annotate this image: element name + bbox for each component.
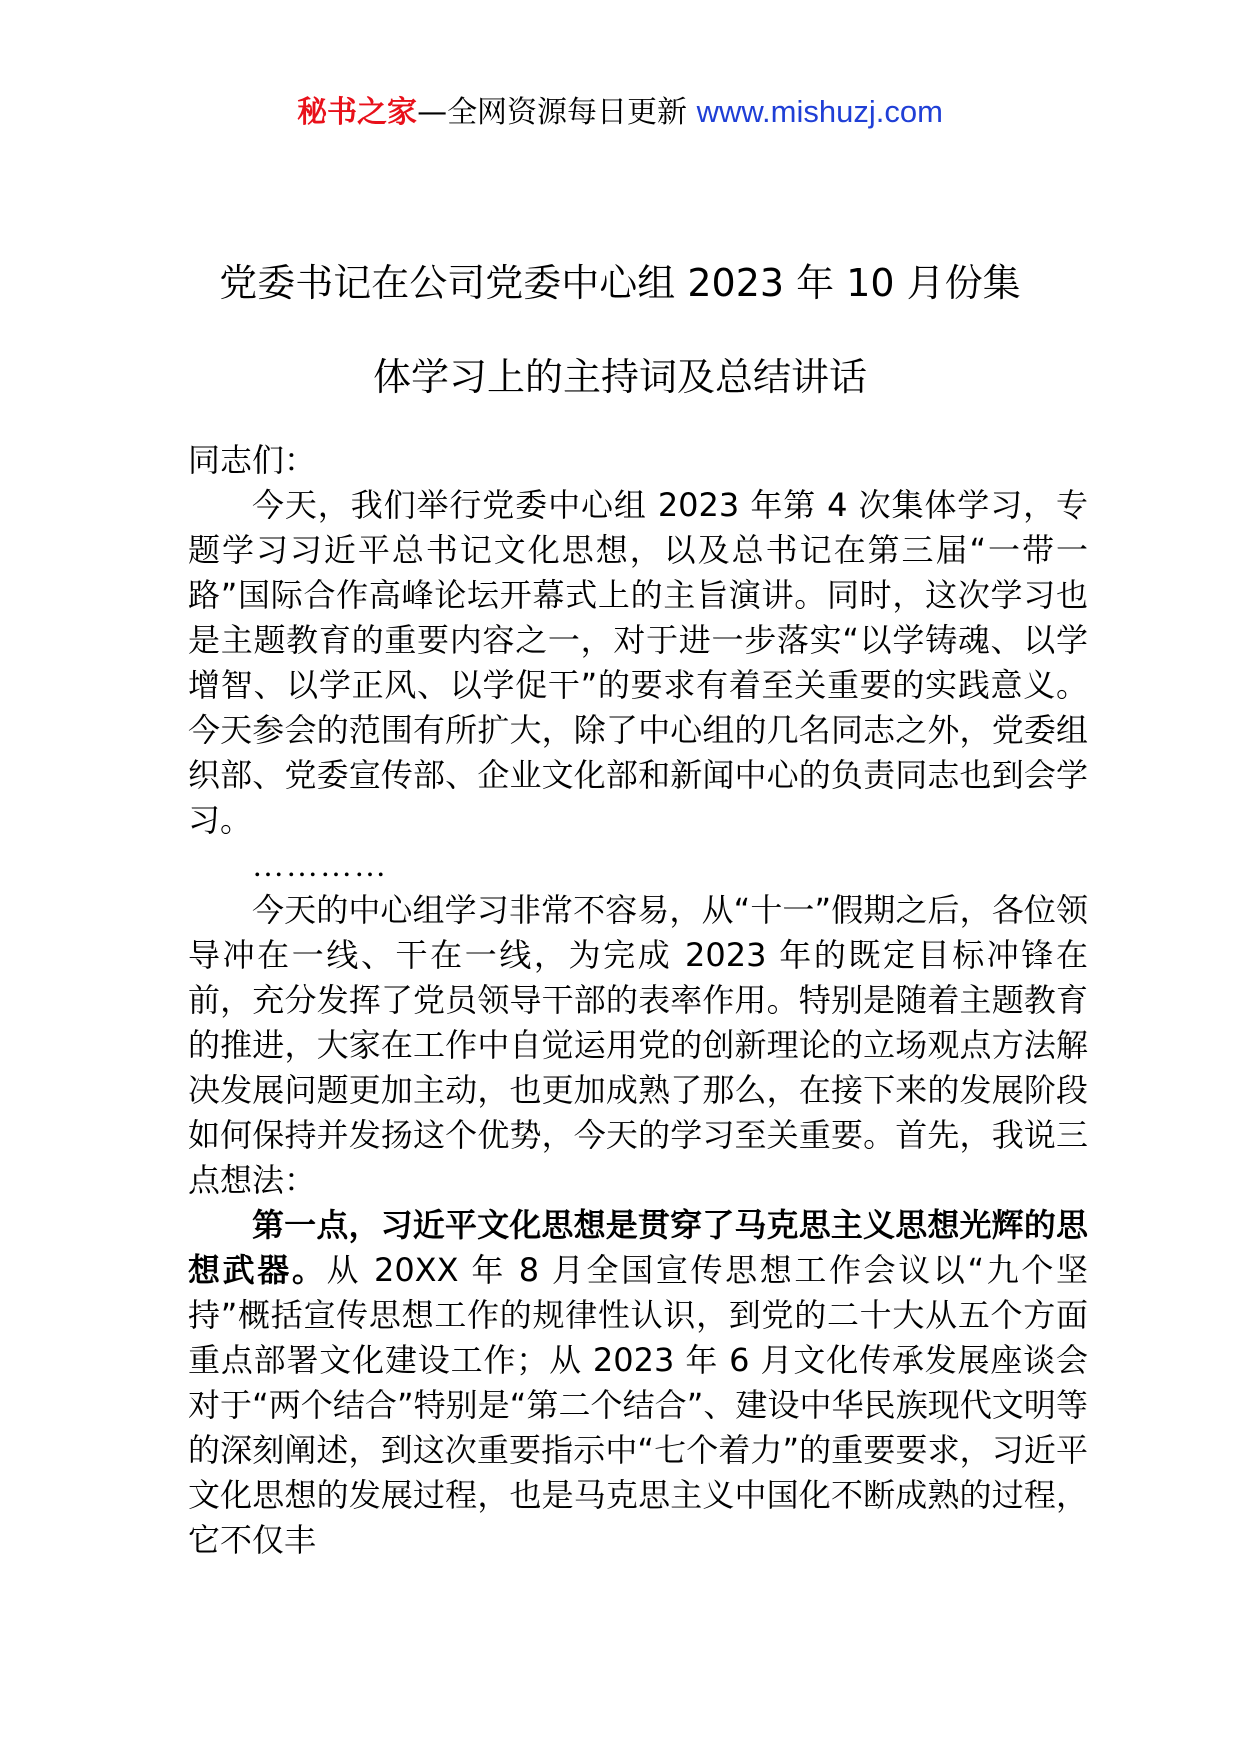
- document-body: [188, 438, 1088, 1563]
- paragraph-context: 今天的中心组学习非常不容易，从“十一”假期之后，各位领导冲在一线、干在一线，为完成 2023 年的既定目标冲锋在前，充分发挥了党员领导干部的表率作用。特别是随着主题教育的推进，大家在工作中自觉运用党的创新理论的立场观点方法解决发展问题更加主动，也更加成熟了那么，在接下来的发展阶段如何保持并发扬这个优势，今天的学习至关重要。首先，我说三点想法：: [188, 891, 1088, 1199]
- title-line-1: 党委书记在公司党委中心组 2023 年 10 月份集: [219, 261, 1021, 305]
- paragraph-first-point: [188, 1203, 1088, 1563]
- brand-name: 秘书之家: [297, 95, 418, 130]
- salutation: 同志们：: [188, 441, 317, 479]
- first-point-text: 从 20XX 年 8 月全国宣传思想工作会议以“九个坚持”概括宣传思想工作的规律性认识，到党的二十大从五个方面重点部署文化建设工作；从 2023 年 6 月文化传承发展座谈会对于“两个结合”特别是“第二个结合”、建设中华民族现代文明等的深刻阐述，到这次重要指示中“七个着力”的重要要求，习近平文化思想的发展过程，也是马克思主义中国化不断成熟的过程，它不仅丰: [188, 1251, 1088, 1559]
- paragraph-opening: 今天，我们举行党委中心组 2023 年第 4 次集体学习，专题学习习近平总书记文化思想，以及总书记在第三届“一带一路”国际合作高峰论坛开幕式上的主旨演讲。同时，这次学习也是主题教育的重要内容之一，对于进一步落实“以学铸魂、以学增智、以学正风、以学促干”的要求有着至关重要的实践意义。今天参会的范围有所扩大，除了中心组的几名同志之外，党委组织部、党委宣传部、企业文化部和新闻中心的负责同志也到会学习。: [188, 486, 1088, 839]
- title-line-2: 体学习上的主持词及总结讲话: [372, 355, 867, 399]
- document-title: [150, 236, 1090, 424]
- site-url-link[interactable]: www.mishuzj.com: [696, 94, 943, 129]
- first-point-heading: 第一点，习近平文化思想是贯穿了马克思主义思想光辉的思想武器。: [188, 1206, 1088, 1289]
- site-slogan: —全网资源每日更新: [417, 95, 697, 130]
- site-header: [0, 92, 1240, 133]
- omission-ellipsis: …………: [252, 847, 388, 883]
